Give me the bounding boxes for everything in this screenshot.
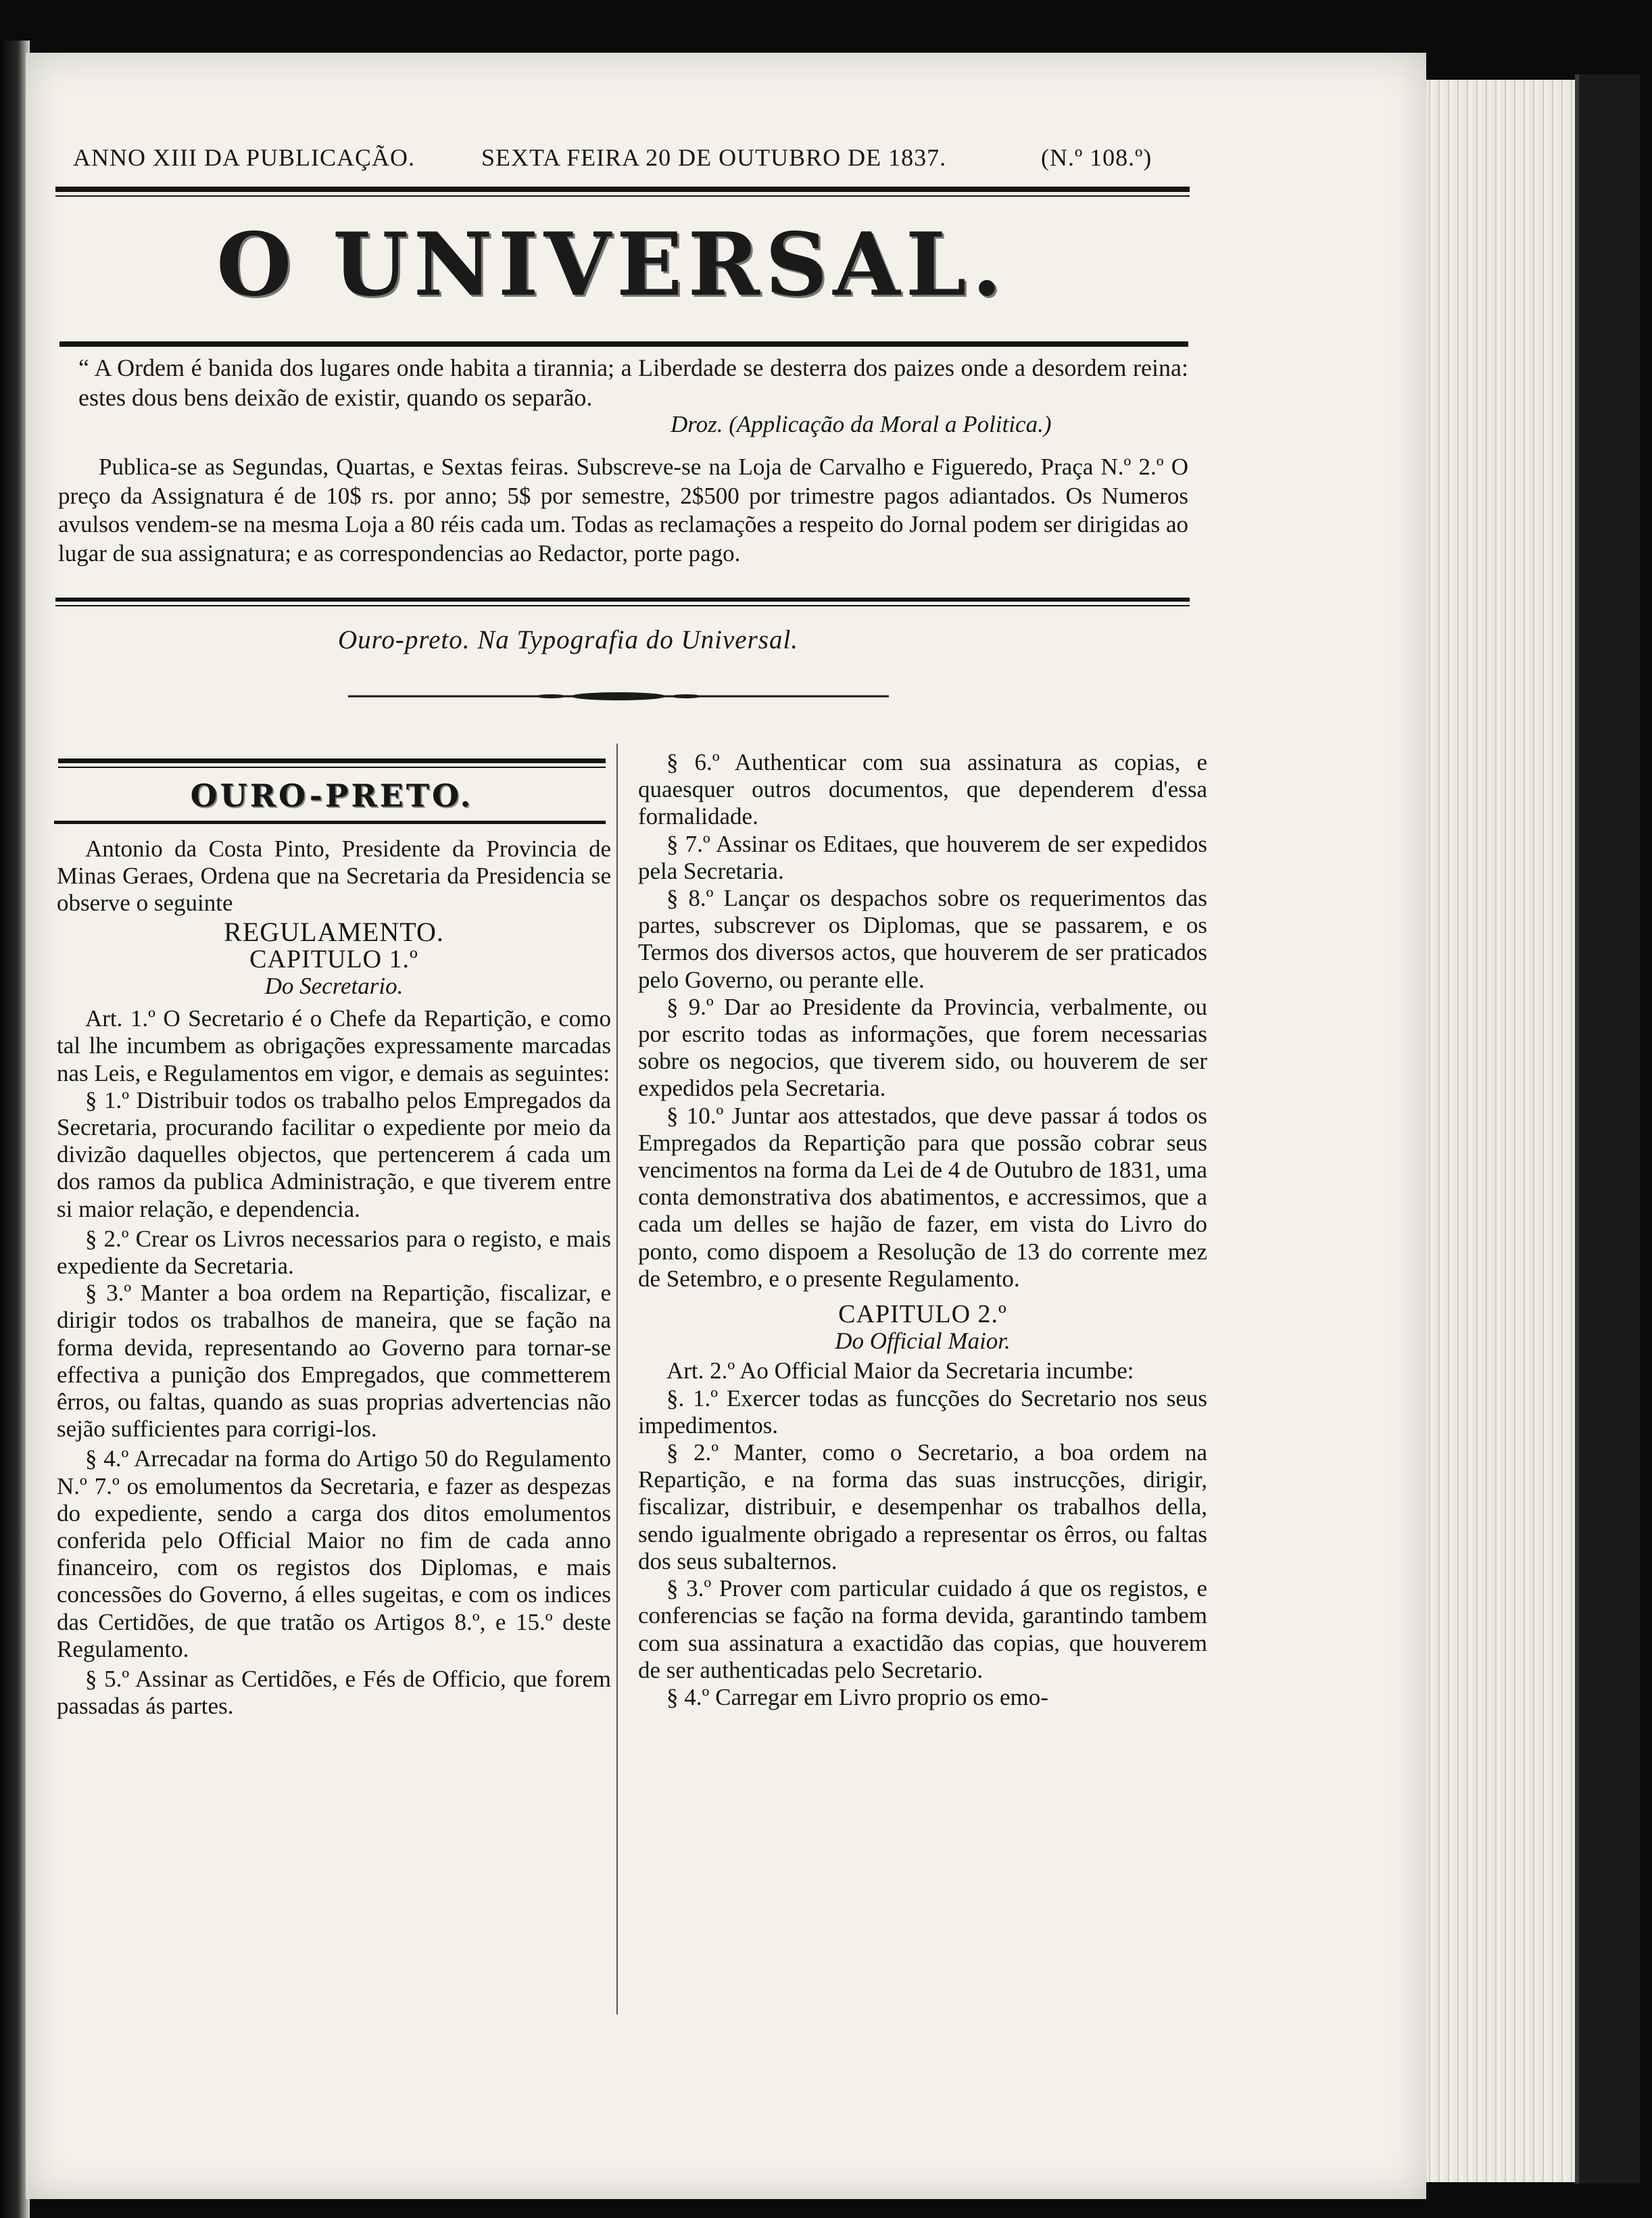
left-column xyxy=(57,836,611,1720)
epigraph-source: Droz. (Applicação da Moral a Politica.) xyxy=(671,411,1052,437)
book-cover xyxy=(1575,74,1640,2184)
section-3: § 3.º Manter a boa ordem na Repartição, fiscalizar, e dirigir todos os trabalhos de maneira, que se fação na forma devida, representando ao Governo para tornar-se effectiva a punição dos Empregados, que commetterem êrros, ou faltas, quando as suas proprias advertencias não sejão sufficientes para corrigi-los. xyxy=(57,1280,611,1443)
section-2: § 2.º Crear os Livros necessarios para o registo, e mais expediente da Secretaria. xyxy=(57,1225,611,1280)
section-9: § 9.º Dar ao Presidente da Provincia, verbalmente, ou por escrito todas as informações, que forem necessarias sobre os negocios, que tiverem sido, ou houverem de ser expedidos pela Secretaria. xyxy=(638,993,1207,1102)
section-2-4: § 4.º Carregar em Livro proprio os emo- xyxy=(666,1683,1048,1710)
article-1: Art. 1.º O Secretario é o Chefe da Repartição, e como tal lhe incumbem as obrigações expressamente marcadas nas Leis, e Regulamentos em vigor, e demais as seguintes: xyxy=(57,1005,611,1086)
section-rule-top-thin xyxy=(58,767,606,768)
right-column xyxy=(638,749,1207,1711)
section-4: § 4.º Arrecadar na forma do Artigo 50 do Regulamento N.º 7.º os emolumentos da Secretaria, e fazer as despezas do expediente, sendo a carga dos ditos emolumentos conferida pelo Official Maior no fim de cada anno financeiro, com os registos dos Diplomas, e mais concessões do Governo, á elles sugeitas, e com os indices das Certidões, de que tratão os Artigos 8.º, e 15.º deste Regulamento. xyxy=(57,1445,611,1662)
epigraph-text: “ A Ordem é banida dos lugares onde habita a tirannia; a Liberdade se desterra dos paizes onde a desordem reina: estes dous bens deixão de existir, quando os separão. xyxy=(78,354,1188,411)
article-2: Art. 2.º Ao Official Maior da Secretaria incumbe: xyxy=(666,1357,1134,1384)
masthead-title: O UNIVERSAL. xyxy=(216,214,1008,316)
chapter-1-title: CAPITULO 1.º xyxy=(249,944,418,973)
chapter-2-title: CAPITULO 2.º xyxy=(838,1300,1007,1329)
regulation-intro: Antonio da Costa Pinto, Presidente da Provincia de Minas Geraes, Ordena que na Secretaria da Presidencia se observe o seguinte xyxy=(57,836,611,917)
section-8: § 8.º Lançar os despachos sobre os requerimentos das partes, subscrever os Diplomas, que se passarem, e os Termos dos diversos actos, que houverem de ser praticados pelo Governo, ou perante elle. xyxy=(638,885,1207,993)
imprint-line: Ouro-preto. Na Typografia do Universal. xyxy=(338,625,799,654)
section-10: § 10.º Juntar aos attestados, que deve passar á todos os Empregados da Repartição para que possão cobrar seus vencimentos na forma da Lei de 4 de Outubro de 1831, uma conta demonstrativa dos abatimentos, e accressimos, que a cada um delles se hajão de fazer, em vista do Livro do ponto, como dispoem a Resolução de 13 do corrente mez de Setembro, e o presente Regulamento. xyxy=(638,1102,1207,1292)
section-5: § 5.º Assinar as Certidões, e Fés de Officio, que forem passadas ás partes. xyxy=(57,1666,611,1720)
header-number: (N.º 108.º) xyxy=(1041,144,1152,171)
section-rule-bottom xyxy=(54,821,606,824)
section-rule-top xyxy=(58,758,606,763)
section-6: § 6.º Authenticar com sua assinatura as copias, e quaesquer outros documentos, que dependerem d'essa formalidade. xyxy=(638,749,1207,830)
notice-rule-thin xyxy=(55,605,1190,606)
masthead-rule xyxy=(59,341,1188,347)
regulation-title: REGULAMENTO. xyxy=(224,916,444,947)
chapter-1-subtitle: Do Secretario. xyxy=(264,973,404,1000)
section-1: § 1.º Distribuir todos os trabalho pelos Empregados da Secretaria, procurando facilitar o expediente por meio da divizão daquelles objectos, que pertencerem á cada um dos ramos da publica Administração, e que tiverem entre si maior relação, e dependencia. xyxy=(57,1086,611,1222)
column-divider xyxy=(616,744,618,2015)
section-title: OURO-PRETO. xyxy=(190,777,474,814)
section-2-2: § 2.º Manter, como o Secretario, a boa ordem na Repartição, e na forma das suas instrucções, dirigir, fiscalizar, distribuir, e desempenhar os trabalhos della, sendo igualmente obrigado a representar os êrros, ou faltas dos seus subalternos. xyxy=(638,1439,1207,1574)
section-2-3: § 3.º Prover com particular cuidado á que os registos, e conferencias se fação na forma devida, garantindo tambem com sua assinatura a exactidão das copias, que houverem de ser authenticadas pelo Secretario. xyxy=(638,1575,1207,1683)
header-rule-thin xyxy=(55,195,1190,197)
header-date: SEXTA FEIRA 20 DE OUTUBRO DE 1837. xyxy=(481,144,947,171)
book-page-stack xyxy=(1425,80,1601,2182)
header-year: ANNO XIII DA PUBLICAÇÃO. xyxy=(73,144,415,171)
section-2-1: §. 1.º Exercer todas as funcções do Secretario nos seus impedimentos. xyxy=(638,1384,1207,1439)
header-rule xyxy=(55,187,1190,192)
chapter-2-subtitle: Do Official Maior. xyxy=(835,1328,1011,1355)
section-7: § 7.º Assinar os Editaes, que houverem de ser expedidos pela Secretaria. xyxy=(638,830,1207,884)
notice-rule xyxy=(55,598,1190,602)
ornament-rule xyxy=(348,691,889,702)
publication-notice: Publica-se as Segundas, Quartas, e Sextas feiras. Subscreve-se na Loja de Carvalho e Figueredo, Praça N.º 2.º O preço da Assignatura é de 10$ rs. por anno; 5$ por semestre, 2$500 por trimestre pagos adiantados. Os Numeros avulsos vendem-se na mesma Loja a 80 réis cada um. Todas as reclamações a respeito do Jornal podem ser dirigidas ao lugar de sua assignatura; e as correspondencias ao Redactor, porte pago. xyxy=(58,454,1188,566)
